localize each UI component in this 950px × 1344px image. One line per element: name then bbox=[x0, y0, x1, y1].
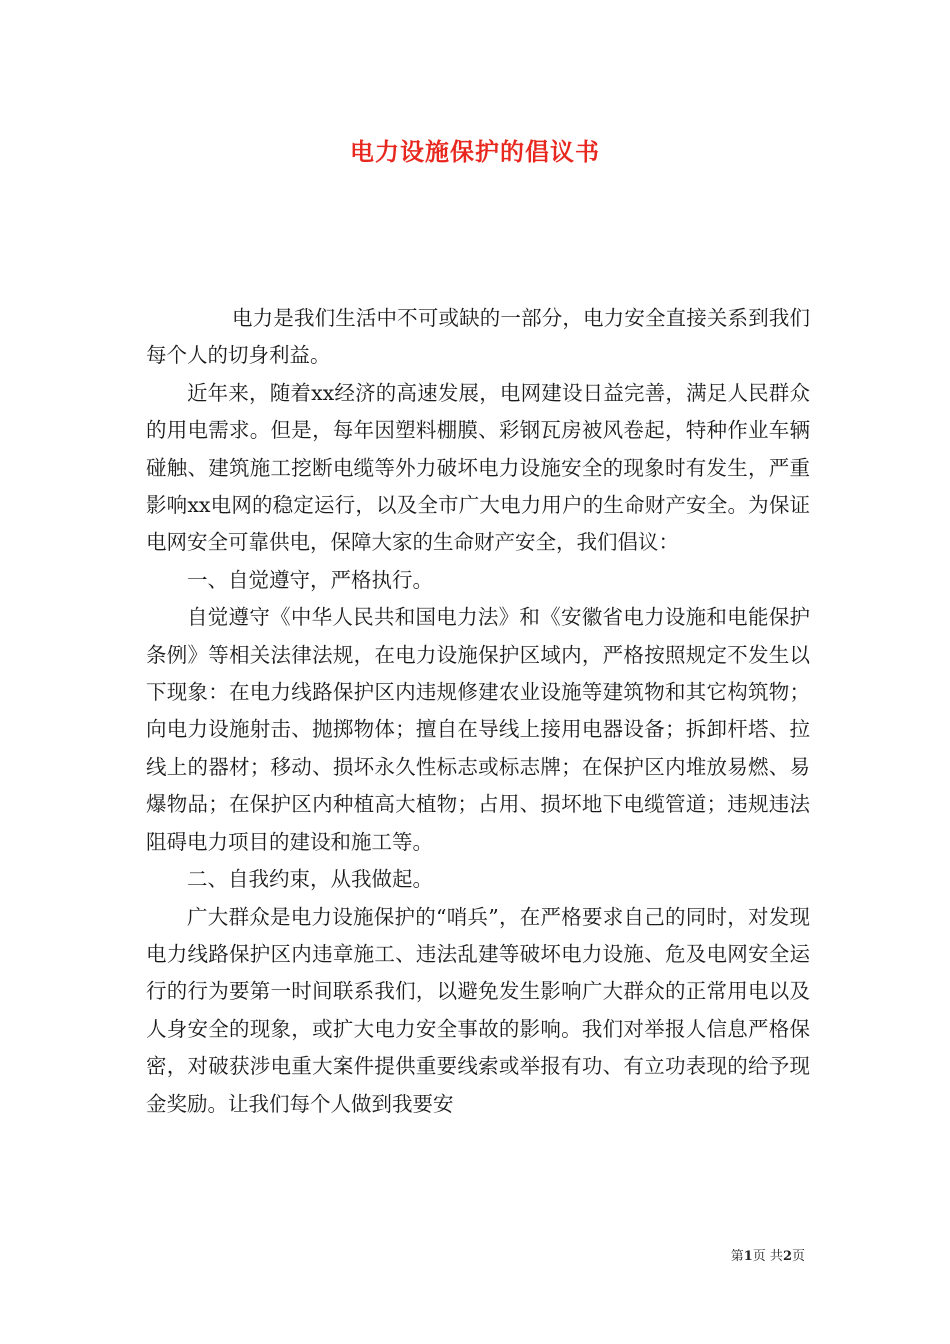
document-title: 电力设施保护的倡议书 bbox=[350, 137, 600, 166]
document-body bbox=[146, 300, 810, 1123]
paragraph-section-2: 广大群众是电力设施保护的“哨兵”，在严格要求自己的同时，对发现电力线路保护区内违章施工、违法乱建等破坏电力设施、危及电网安全运行的行为要第一时间联系我们，以避免发生影响广大群众的正常用电以及人身安全的现象，或扩大电力安全事故的影响。我们对举报人信息严格保密，对破获涉电重大案件提供重要线索或举报有功、有立功表现的给予现金奖励。让我们每个人做到我要安 bbox=[146, 904, 810, 1116]
page-suffix: 页 bbox=[791, 1249, 805, 1264]
paragraph-background: 近年来，随着xx经济的高速发展，电网建设日益完善，满足人民群众的用电需求。但是，每年因塑料棚膜、彩钢瓦房被风卷起，特种作业车辆碰触、建筑施工挖断电缆等外力破坏电力设施安全的现象时有发生，严重影响xx电网的稳定运行，以及全市广大电力用户的生命财产安全。为保证电网安全可靠供电，保障大家的生命财产安全，我们倡议： bbox=[146, 380, 810, 555]
section-heading-1: 一、自觉遵守，严格执行。 bbox=[187, 567, 433, 592]
page-mid: 页 共 bbox=[752, 1249, 783, 1264]
current-page-number: 1 bbox=[743, 1249, 753, 1264]
page-footer bbox=[731, 1245, 805, 1264]
paragraph-intro: 电力是我们生活中不可或缺的一部分，电力安全直接关系到我们每个人的切身利益。 bbox=[146, 306, 810, 368]
section-heading-2: 二、自我约束，从我做起。 bbox=[187, 867, 433, 892]
page-prefix: 第 bbox=[730, 1249, 744, 1264]
paragraph-section-1: 自觉遵守《中华人民共和国电力法》和《安徽省电力设施和电能保护条例》等相关法律法规，在电力设施保护区域内，严格按照规定不发生以下现象：在电力线路保护区内违规修建农业设施等建筑物和其它构筑物；向电力设施射击、抛掷物体；擅自在导线上接用电器设备；拆卸杆塔、拉线上的器材；移动、损坏永久性标志或标志牌；在保护区内堆放易燃、易爆物品；在保护区内种植高大植物；占用、损坏地下电缆管道；违规违法阻碍电力项目的建设和施工等。 bbox=[146, 605, 810, 854]
total-pages-number: 2 bbox=[782, 1249, 792, 1264]
